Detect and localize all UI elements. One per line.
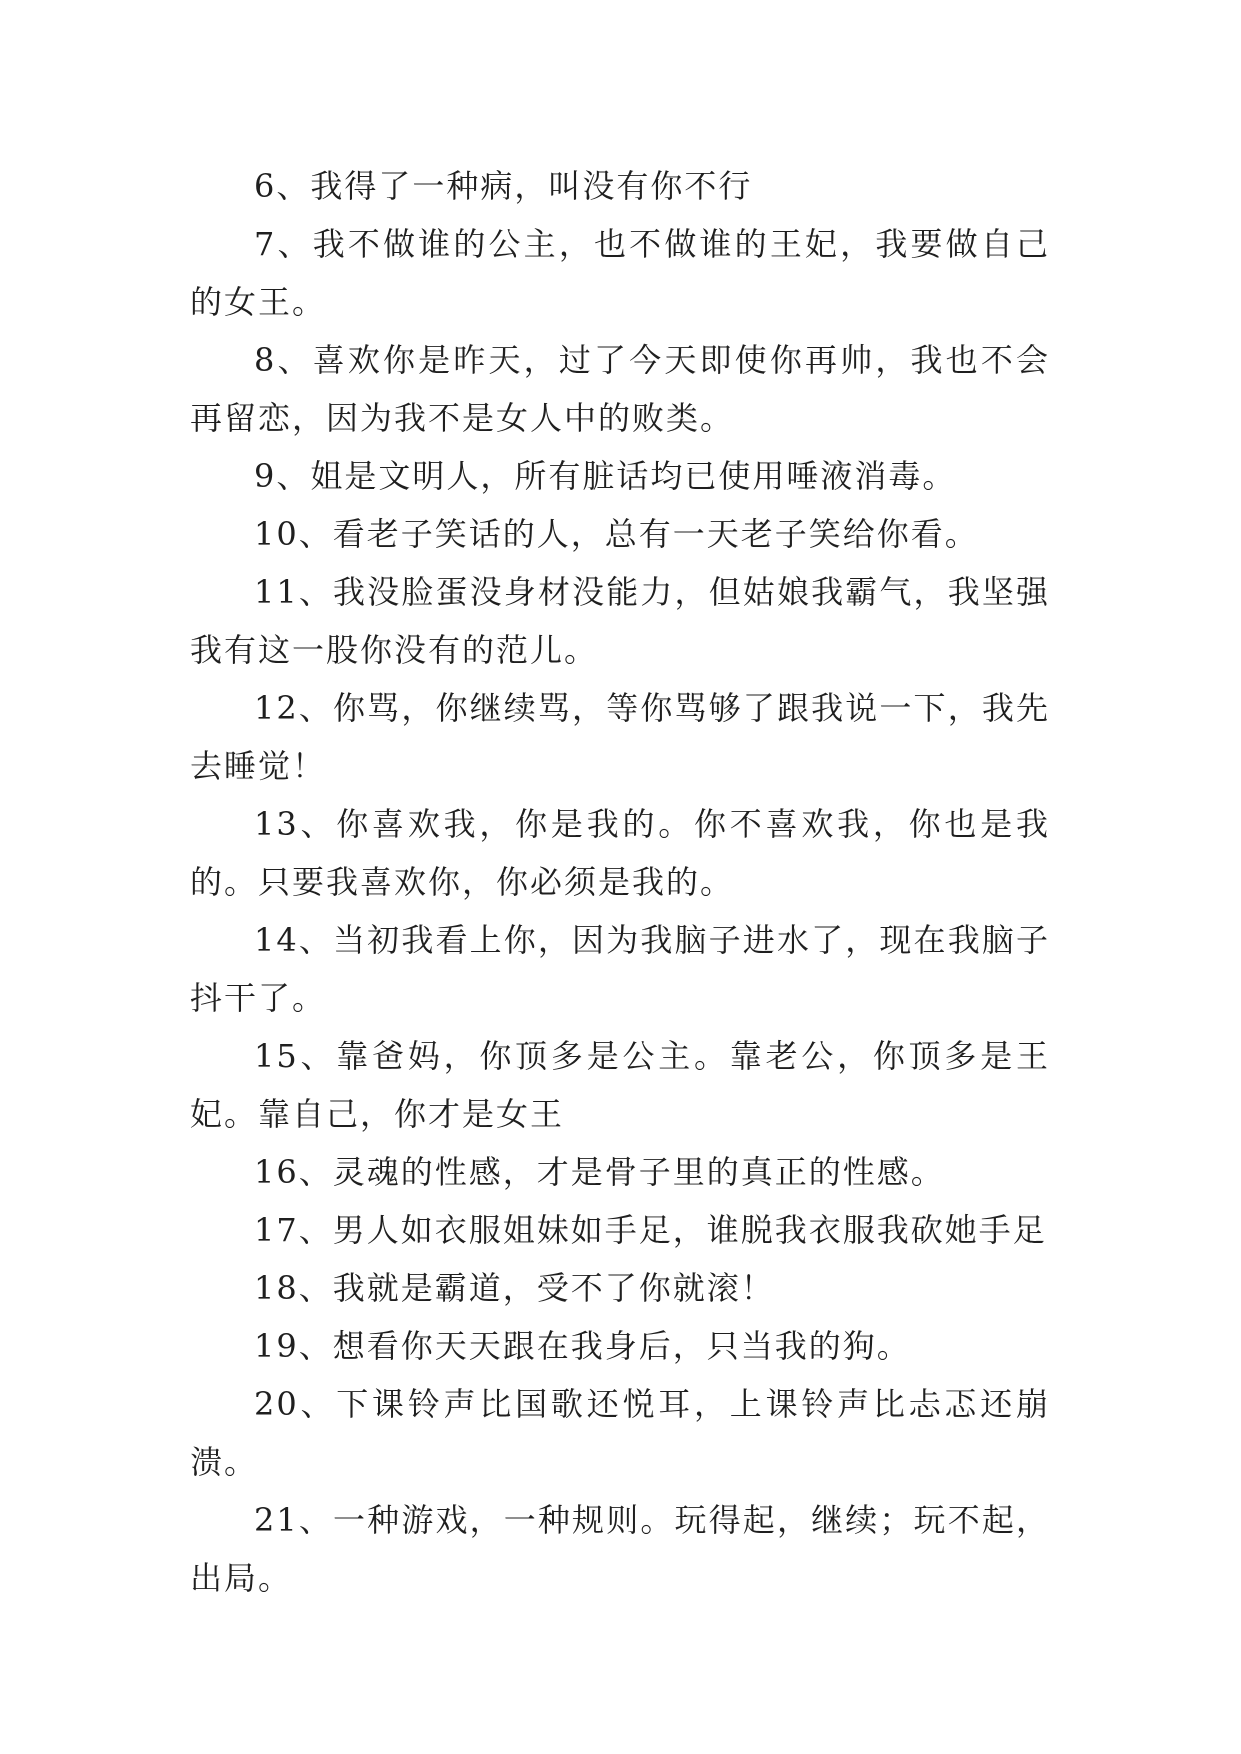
paragraph-10: 10、看老子笑话的人，总有一天老子笑给你看。 [254,515,979,553]
paragraph-7: 7、我不做谁的公主，也不做谁的王妃，我要做自己的女王。 [190,225,1050,321]
paragraph-16: 16、灵魂的性感，才是骨子里的真正的性感。 [254,1153,945,1191]
paragraph-18: 18、我就是霸道，受不了你就滚！ [254,1269,775,1307]
paragraph-6: 6、我得了一种病，叫没有你不行 [254,167,753,205]
paragraph-11: 11、我没脸蛋没身材没能力，但姑娘我霸气，我坚强我有这一股你没有的范儿。 [190,573,1050,669]
paragraph-14: 14、当初我看上你，因为我脑子进水了，现在我脑子抖干了。 [190,921,1050,1017]
paragraph-17: 17、男人如衣服姐妹如手足，谁脱我衣服我砍她手足 [254,1211,1047,1249]
quote-list [190,157,1050,1607]
paragraph-20: 20、下课铃声比国歌还悦耳，上课铃声比忐忑还崩溃。 [190,1385,1050,1481]
paragraph-15: 15、靠爸妈，你顶多是公主。靠老公，你顶多是王妃。靠自己，你才是女王 [190,1037,1050,1133]
paragraph-12: 12、你骂，你继续骂，等你骂够了跟我说一下，我先去睡觉！ [190,689,1050,785]
paragraph-8: 8、喜欢你是昨天，过了今天即使你再帅，我也不会再留恋，因为我不是女人中的败类。 [190,341,1050,437]
paragraph-19: 19、想看你天天跟在我身后，只当我的狗。 [254,1327,911,1365]
paragraph-21: 21、一种游戏，一种规则。玩得起，继续；玩不起，出局。 [190,1501,1050,1597]
paragraph-13: 13、你喜欢我，你是我的。你不喜欢我，你也是我的。只要我喜欢你，你必须是我的。 [190,805,1050,901]
paragraph-9: 9、姐是文明人，所有脏话均已使用唾液消毒。 [254,457,957,495]
